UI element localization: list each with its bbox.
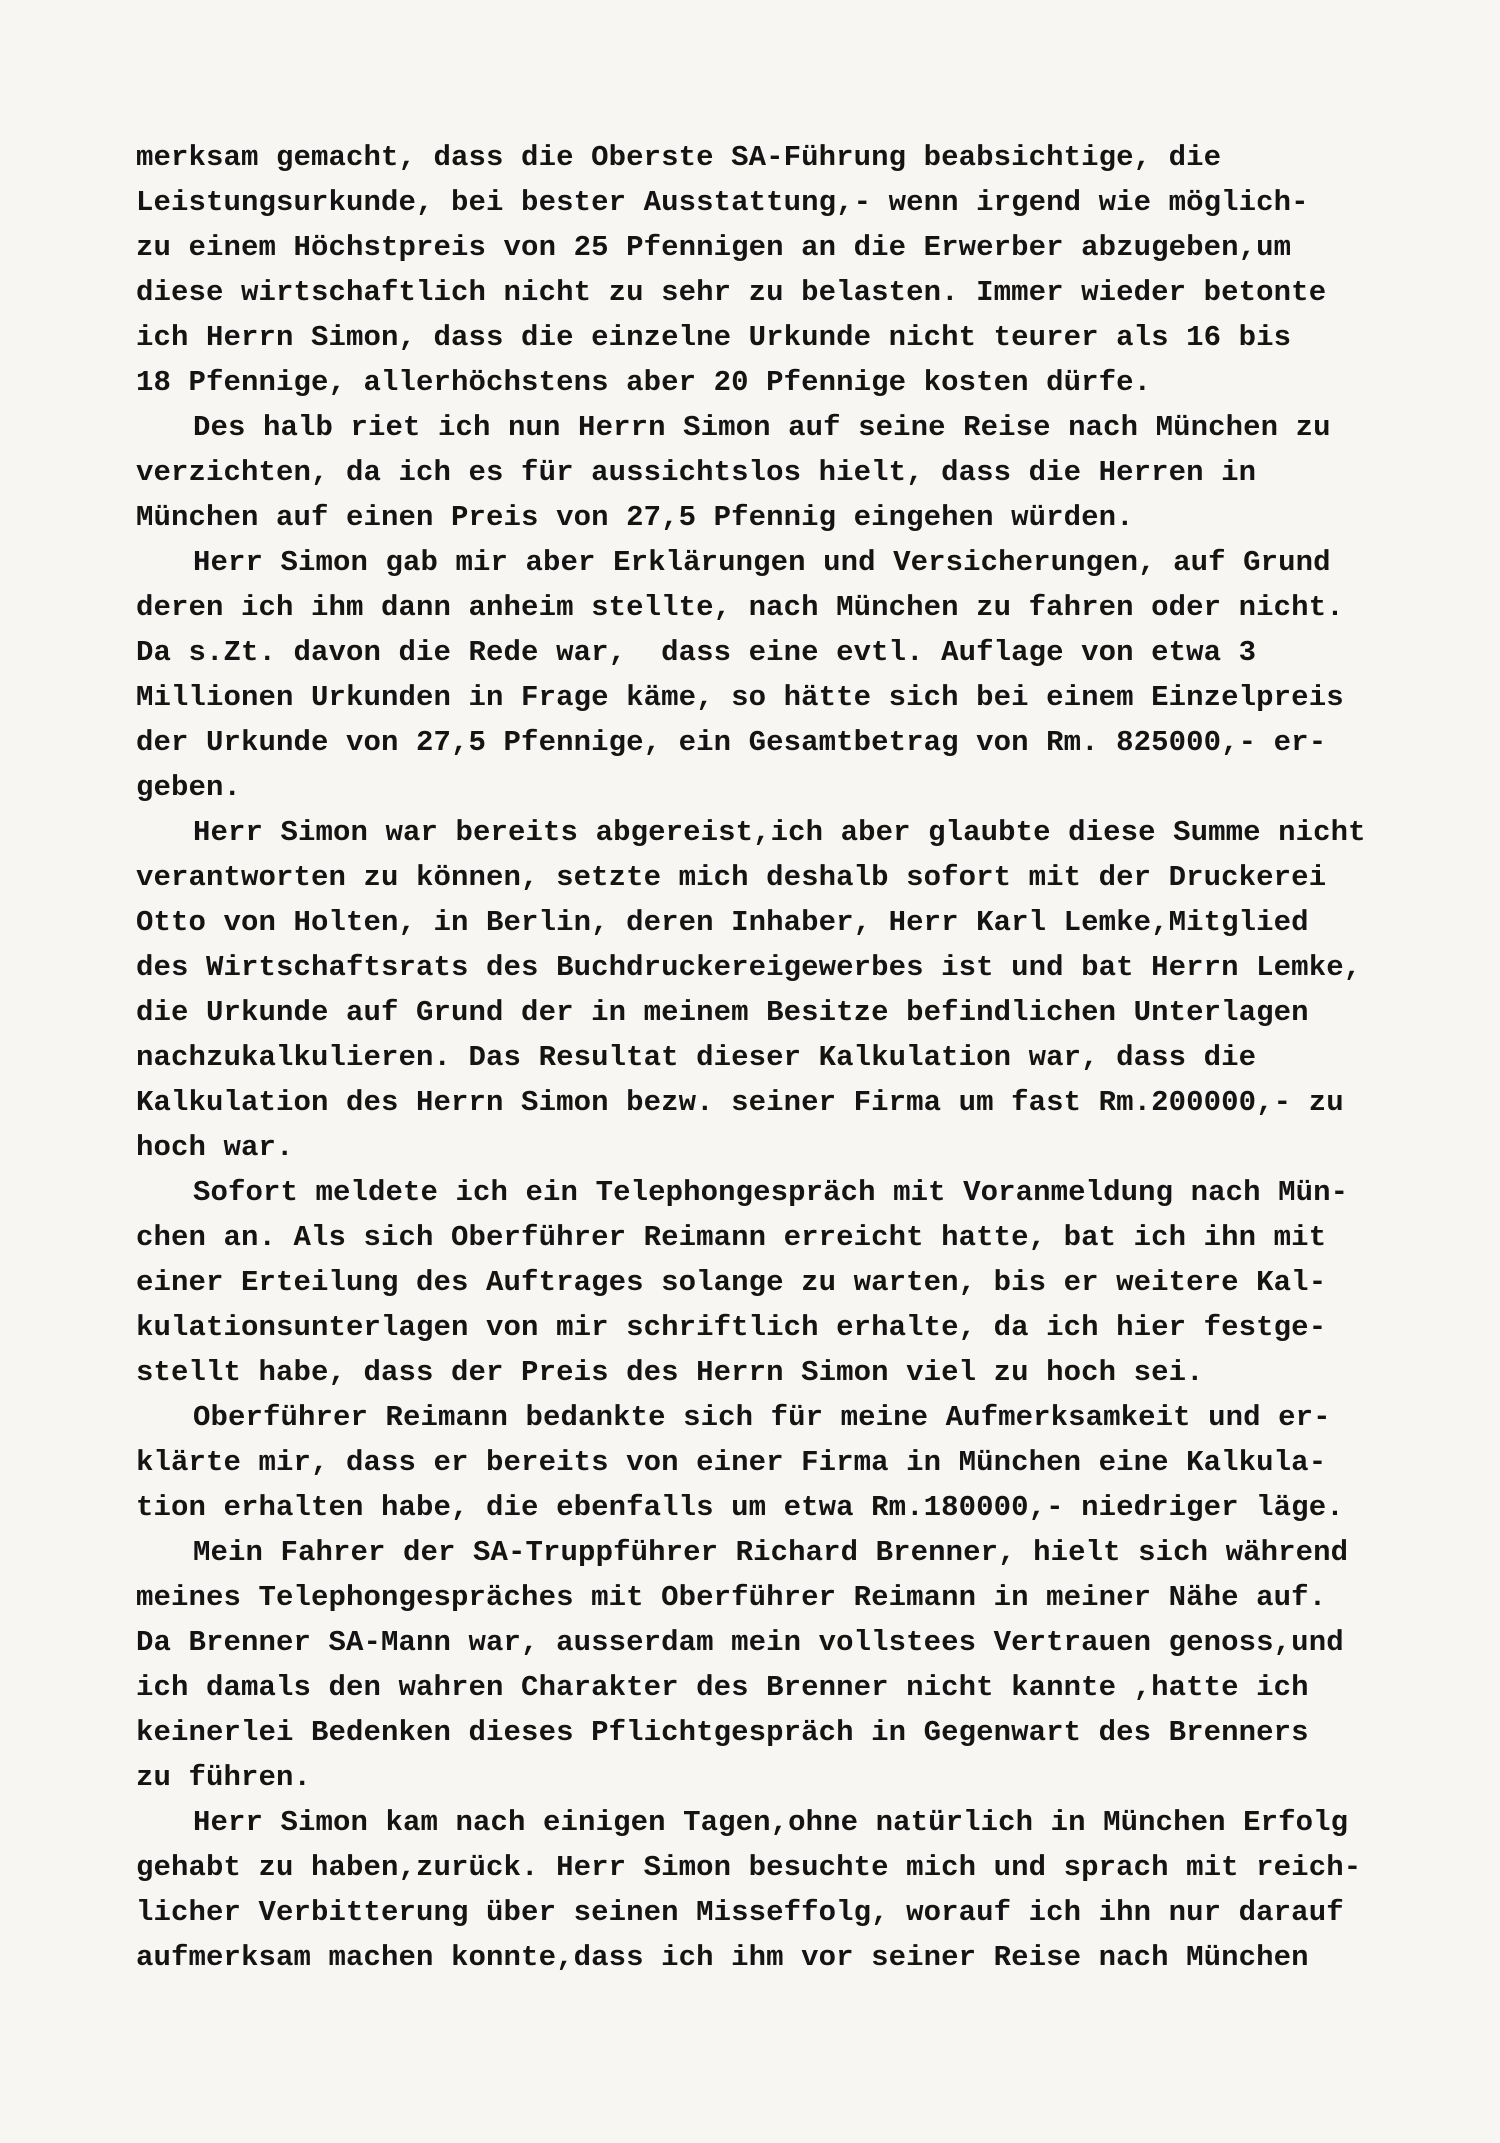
text-line: zu einem Höchstpreis von 25 Pfennigen an die Erwerber abzugeben,um: [136, 231, 1292, 264]
text-line: Herr Simon kam nach einigen Tagen,ohne natürlich in München Erfolg: [193, 1806, 1349, 1839]
text-line: aufmerksam machen konnte,dass ich ihm vor seiner Reise nach München: [136, 1941, 1309, 1974]
text-line: einer Erteilung des Auftrages solange zu warten, bis er weitere Kal-: [136, 1266, 1327, 1299]
text-line: licher Verbitterung über seinen Misseffolg, worauf ich ihn nur darauf: [136, 1896, 1344, 1929]
text-line: nachzukalkulieren. Das Resultat dieser Kalkulation war, dass die: [136, 1041, 1257, 1074]
text-line: meines Telephongespräches mit Oberführer Reimann in meiner Nähe auf.: [136, 1581, 1327, 1614]
text-line: stellt habe, dass der Preis des Herrn Simon viel zu hoch sei.: [136, 1356, 1204, 1389]
text-line: tion erhalten habe, die ebenfalls um etwa Rm.180000,- niedriger läge.: [136, 1491, 1344, 1524]
text-line: zu führen.: [136, 1761, 312, 1794]
text-line: Da Brenner SA-Mann war, ausserdam mein vollstees Vertrauen genoss,und: [136, 1626, 1344, 1659]
text-line: gehabt zu haben,zurück. Herr Simon besuchte mich und sprach mit reich-: [136, 1851, 1362, 1884]
text-line: Kalkulation des Herrn Simon bezw. seiner Firma um fast Rm.200000,- zu: [136, 1086, 1344, 1119]
text-line: Millionen Urkunden in Frage käme, so hätte sich bei einem Einzelpreis: [136, 681, 1344, 714]
text-line: der Urkunde von 27,5 Pfennige, ein Gesamtbetrag von Rm. 825000,- er-: [136, 726, 1327, 759]
text-line: Otto von Holten, in Berlin, deren Inhaber, Herr Karl Lemke,Mitglied: [136, 906, 1309, 939]
text-line: verzichten, da ich es für aussichtslos hielt, dass die Herren in: [136, 456, 1257, 489]
text-line: ich Herrn Simon, dass die einzelne Urkunde nicht teurer als 16 bis: [136, 321, 1292, 354]
text-line: kulationsunterlagen von mir schriftlich erhalte, da ich hier festge-: [136, 1311, 1327, 1344]
text-line: deren ich ihm dann anheim stellte, nach München zu fahren oder nicht.: [136, 591, 1344, 624]
text-line: Herr Simon war bereits abgereist,ich aber glaubte diese Summe nicht: [193, 816, 1366, 849]
text-line: keinerlei Bedenken dieses Pflichtgespräch in Gegenwart des Brenners: [136, 1716, 1309, 1749]
text-line: geben.: [136, 771, 242, 804]
text-line: Herr Simon gab mir aber Erklärungen und Versicherungen, auf Grund: [193, 546, 1331, 579]
text-line: des Wirtschaftsrats des Buchdruckereigewerbes ist und bat Herrn Lemke,: [136, 951, 1362, 984]
text-line: ich damals den wahren Charakter des Brenner nicht kannte ,hatte ich: [136, 1671, 1309, 1704]
text-line: 18 Pfennige, allerhöchstens aber 20 Pfennige kosten dürfe.: [136, 366, 1152, 399]
text-line: verantworten zu können, setzte mich deshalb sofort mit der Druckerei: [136, 861, 1327, 894]
text-line: Mein Fahrer der SA-Truppführer Richard Brenner, hielt sich während: [193, 1536, 1349, 1569]
text-line: Sofort meldete ich ein Telephongespräch mit Voranmeldung nach Mün-: [193, 1176, 1349, 1209]
text-line: chen an. Als sich Oberführer Reimann erreicht hatte, bat ich ihn mit: [136, 1221, 1327, 1254]
text-line: klärte mir, dass er bereits von einer Firma in München eine Kalkula-: [136, 1446, 1327, 1479]
text-line: Des halb riet ich nun Herrn Simon auf seine Reise nach München zu: [193, 411, 1331, 444]
text-line: diese wirtschaftlich nicht zu sehr zu belasten. Immer wieder betonte: [136, 276, 1327, 309]
text-line: Leistungsurkunde, bei bester Ausstattung,- wenn irgend wie möglich-: [136, 186, 1309, 219]
text-line: die Urkunde auf Grund der in meinem Besitze befindlichen Unterlagen: [136, 996, 1309, 1029]
text-line: München auf einen Preis von 27,5 Pfennig eingehen würden.: [136, 501, 1134, 534]
text-line: hoch war.: [136, 1131, 294, 1164]
text-line: merksam gemacht, dass die Oberste SA-Führung beabsichtige, die: [136, 141, 1222, 174]
text-line: Oberführer Reimann bedankte sich für meine Aufmerksamkeit und er-: [193, 1401, 1331, 1434]
text-line: Da s.Zt. davon die Rede war, dass eine evtl. Auflage von etwa 3: [136, 636, 1257, 669]
